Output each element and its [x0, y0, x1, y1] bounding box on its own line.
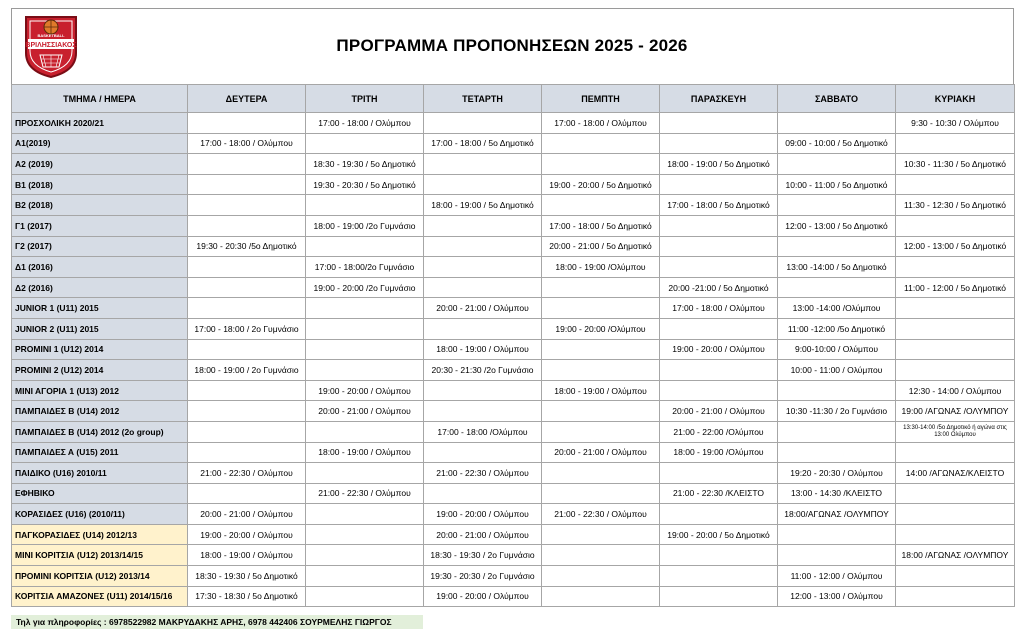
schedule-slot-cell: [188, 401, 306, 422]
schedule-slot-cell: [778, 113, 896, 134]
schedule-slot-cell: [306, 524, 424, 545]
page-title: ΠΡΟΓΡΑΜΜΑ ΠΡΟΠΟΝΗΣΕΩΝ 2025 - 2026: [336, 36, 688, 55]
schedule-slot-cell: 20:00 - 21:00 / Ολύμπου: [660, 401, 778, 422]
table-row: [12, 566, 1015, 587]
schedule-slot-cell: 10:30 - 11:30 / 5ο Δημοτικό: [896, 154, 1015, 175]
schedule-slot-cell: [660, 380, 778, 401]
schedule-slot-cell: [542, 566, 660, 587]
schedule-slot-cell: [306, 360, 424, 381]
schedule-slot-cell: 19:00 - 20:00 / Ολύμπου: [424, 504, 542, 525]
schedule-slot-cell: 17:00 - 18:00 / Ολύμπου: [660, 298, 778, 319]
schedule-slot-cell: [896, 566, 1015, 587]
schedule-slot-cell: [424, 401, 542, 422]
schedule-slot-cell: [542, 339, 660, 360]
schedule-slot-cell: [306, 298, 424, 319]
schedule-slot-cell: 11:00 - 12:00 / Ολύμπου: [778, 566, 896, 587]
table-row: [12, 174, 1015, 195]
table-row: [12, 483, 1015, 504]
schedule-slot-cell: 19:00 - 20:00 / Ολύμπου: [660, 339, 778, 360]
schedule-slot-cell: 13:00 -14:00 / 5ο Δημοτικό: [778, 257, 896, 278]
schedule-slot-cell: [778, 442, 896, 463]
schedule-slot-cell: [424, 215, 542, 236]
column-header-day: ΠΑΡΑΣΚΕΥΗ: [660, 85, 778, 113]
schedule-slot-cell: 17:00 - 18:00 / 5ο Δημοτικό: [424, 133, 542, 154]
schedule-slot-cell: [660, 113, 778, 134]
schedule-slot-cell: 9:30 - 10:30 / Ολύμπου: [896, 113, 1015, 134]
schedule-slot-cell: [424, 318, 542, 339]
schedule-slot-cell: [306, 421, 424, 442]
schedule-slot-cell: [896, 318, 1015, 339]
schedule-slot-cell: [896, 257, 1015, 278]
team-name-cell: ΜΙΝΙ ΑΓΟΡΙΑ 1 (U13) 2012: [12, 380, 188, 401]
schedule-slot-cell: [778, 195, 896, 216]
schedule-slot-cell: [660, 566, 778, 587]
team-name-cell: PROMINI 2 (U12) 2014: [12, 360, 188, 381]
schedule-table: [11, 84, 1015, 607]
team-name-cell: PROMINI 1 (U12) 2014: [12, 339, 188, 360]
team-name-cell: Γ2 (2017): [12, 236, 188, 257]
schedule-slot-cell: 18:30 - 19:30 / 5ο Δημοτικό: [188, 566, 306, 587]
column-header-day: ΣΑΒΒΑΤΟ: [778, 85, 896, 113]
column-header-day: ΔΕΥΤΕΡΑ: [188, 85, 306, 113]
schedule-slot-cell: 13:00 -14:00 /Ολύμπου: [778, 298, 896, 319]
schedule-slot-cell: [424, 154, 542, 175]
team-name-cell: Δ1 (2016): [12, 257, 188, 278]
table-row: [12, 504, 1015, 525]
schedule-slot-cell: 11:00 - 12:00 / 5ο Δημοτικό: [896, 277, 1015, 298]
schedule-slot-cell: [660, 545, 778, 566]
schedule-slot-cell: 12:00 - 13:00 / 5ο Δημοτικό: [778, 215, 896, 236]
schedule-slot-cell: [306, 339, 424, 360]
schedule-slot-cell: 17:00 - 18:00 / 2ο Γυμνάσιο: [188, 318, 306, 339]
column-header-day: ΚΥΡΙΑΚΗ: [896, 85, 1015, 113]
schedule-slot-cell: [542, 421, 660, 442]
schedule-slot-cell: [542, 154, 660, 175]
schedule-slot-cell: [188, 277, 306, 298]
team-name-cell: ΠΑΙΔΙΚΟ (U16) 2010/11: [12, 463, 188, 484]
column-header-team: ΤΜΗΜΑ / ΗΜΕΡΑ: [12, 85, 188, 113]
schedule-slot-cell: [306, 195, 424, 216]
schedule-slot-cell: [306, 586, 424, 607]
schedule-slot-cell: [306, 504, 424, 525]
schedule-slot-cell: [896, 586, 1015, 607]
schedule-slot-cell: [542, 524, 660, 545]
team-name-cell: ΠΑΓΚΟΡΑΣΙΔΕΣ (U14) 2012/13: [12, 524, 188, 545]
schedule-slot-cell: [306, 545, 424, 566]
team-name-cell: ΠΡΟΜΙΝΙ ΚΟΡΙΤΣΙΑ (U12) 2013/14: [12, 566, 188, 587]
schedule-slot-cell: 12:30 - 14:00 / Ολύμπου: [896, 380, 1015, 401]
schedule-slot-cell: 19:30 - 20:30 / 5ο Δημοτικό: [306, 174, 424, 195]
schedule-slot-cell: [188, 339, 306, 360]
schedule-slot-cell: 21:00 - 22:30 / Ολύμπου: [306, 483, 424, 504]
schedule-slot-cell: [424, 113, 542, 134]
schedule-slot-cell: [778, 154, 896, 175]
schedule-slot-cell: 18:00 - 19:00 / Ολύμπου: [188, 545, 306, 566]
schedule-slot-cell: 20:00 - 21:00 / Ολύμπου: [188, 504, 306, 525]
schedule-slot-cell: 17:00 - 18:00 / Ολύμπου: [306, 113, 424, 134]
team-name-cell: Β2 (2018): [12, 195, 188, 216]
schedule-slot-cell: 13:30-14:00 /5ο Δημοτικό ή αγώνα στις 13:00 Ολύμπου: [896, 421, 1015, 442]
schedule-slot-cell: [424, 442, 542, 463]
schedule-slot-cell: [188, 215, 306, 236]
table-row: [12, 277, 1015, 298]
schedule-slot-cell: [660, 215, 778, 236]
schedule-slot-cell: 17:00 - 18:00/2ο Γυμνάσιο: [306, 257, 424, 278]
contact-footer: Τηλ για πληροφορίες : 6978522982 ΜΑΚΡΥΔΑΚΗΣ ΑΡΗΣ, 6978 442406 ΣΟΥΡΜΕΛΗΣ ΓΙΩΡΓΟΣ: [11, 615, 423, 629]
schedule-slot-cell: [424, 236, 542, 257]
schedule-slot-cell: 20:00 - 21:00 / Ολύμπου: [542, 442, 660, 463]
table-row: [12, 380, 1015, 401]
schedule-slot-cell: [306, 463, 424, 484]
schedule-slot-cell: 18:00 - 19:00 /2ο Γυμνάσιο: [306, 215, 424, 236]
team-name-cell: ΠΑΜΠΑΙΔΕΣ Β (U14) 2012 (2o group): [12, 421, 188, 442]
schedule-slot-cell: [778, 524, 896, 545]
schedule-slot-cell: [424, 277, 542, 298]
schedule-slot-cell: 14:00 /ΑΓΩΝΑΣ/ΚΛΕΙΣΤΟ: [896, 463, 1015, 484]
schedule-slot-cell: 17:00 - 18:00 /Ολύμπου: [424, 421, 542, 442]
schedule-slot-cell: 18:00 - 19:00 / 5ο Δημοτικό: [660, 154, 778, 175]
schedule-slot-cell: [424, 174, 542, 195]
table-header-row: [12, 85, 1015, 113]
schedule-slot-cell: 18:00 /ΑΓΩΝΑΣ /ΟΛΥΜΠΟΥ: [896, 545, 1015, 566]
table-row: [12, 318, 1015, 339]
schedule-slot-cell: 18:00/ΑΓΩΝΑΣ /ΟΛΥΜΠΟΥ: [778, 504, 896, 525]
schedule-slot-cell: 17:00 - 18:00 / Ολύμπου: [188, 133, 306, 154]
column-header-day: ΤΡΙΤΗ: [306, 85, 424, 113]
schedule-slot-cell: 19:00 - 20:00 / Ολύμπου: [188, 524, 306, 545]
schedule-slot-cell: 19:00 - 20:00 /Ολύμπου: [542, 318, 660, 339]
schedule-slot-cell: [542, 401, 660, 422]
schedule-slot-cell: 20:00 - 21:00 / Ολύμπου: [306, 401, 424, 422]
schedule-slot-cell: [896, 504, 1015, 525]
schedule-slot-cell: [896, 133, 1015, 154]
schedule-slot-cell: 19:00 /ΑΓΩΝΑΣ /ΟΛΥΜΠΟΥ: [896, 401, 1015, 422]
schedule-slot-cell: [896, 483, 1015, 504]
svg-text:BASKETBALL: BASKETBALL: [37, 33, 65, 38]
schedule-slot-cell: 12:00 - 13:00 / 5ο Δημοτικό: [896, 236, 1015, 257]
table-row: [12, 339, 1015, 360]
schedule-slot-cell: [188, 195, 306, 216]
schedule-slot-cell: [660, 236, 778, 257]
table-row: [12, 463, 1015, 484]
table-row: [12, 442, 1015, 463]
schedule-slot-cell: 19:30 - 20:30 /5ο Δημοτικό: [188, 236, 306, 257]
schedule-slot-cell: [542, 545, 660, 566]
schedule-slot-cell: 18:00 - 19:00 / Ολύμπου: [424, 339, 542, 360]
schedule-slot-cell: 11:00 -12:00 /5ο Δημοτικό: [778, 318, 896, 339]
schedule-slot-cell: 10:30 -11:30 / 2ο Γυμνάσιο: [778, 401, 896, 422]
schedule-slot-cell: [896, 174, 1015, 195]
schedule-slot-cell: 20:00 - 21:00 / Ολύμπου: [424, 524, 542, 545]
schedule-slot-cell: 18:30 - 19:30 / 2ο Γυμνάσιο: [424, 545, 542, 566]
team-name-cell: Δ2 (2016): [12, 277, 188, 298]
schedule-slot-cell: 18:00 - 19:00 / Ολύμπου: [542, 380, 660, 401]
table-row: [12, 215, 1015, 236]
team-name-cell: JUNIOR 2 (U11) 2015: [12, 318, 188, 339]
schedule-slot-cell: 18:00 - 19:00 /Ολύμπου: [660, 442, 778, 463]
schedule-slot-cell: 21:00 - 22:30 / Ολύμπου: [424, 463, 542, 484]
schedule-slot-cell: [542, 277, 660, 298]
svg-text:ΒΡΙΛΗΣΣΙΑΚΟΣ: ΒΡΙΛΗΣΣΙΑΚΟΣ: [25, 42, 77, 49]
schedule-slot-cell: 19:00 - 20:00 / Ολύμπου: [306, 380, 424, 401]
table-row: [12, 236, 1015, 257]
schedule-slot-cell: [542, 360, 660, 381]
schedule-slot-cell: [778, 545, 896, 566]
schedule-slot-cell: [778, 236, 896, 257]
schedule-slot-cell: [424, 257, 542, 278]
schedule-slot-cell: [188, 257, 306, 278]
table-row: [12, 257, 1015, 278]
schedule-slot-cell: [542, 195, 660, 216]
table-row: [12, 421, 1015, 442]
schedule-slot-cell: 19:00 - 20:00 / 5ο Δημοτικό: [542, 174, 660, 195]
schedule-slot-cell: [660, 586, 778, 607]
schedule-slot-cell: [896, 360, 1015, 381]
schedule-slot-cell: [778, 380, 896, 401]
schedule-slot-cell: 19:20 - 20:30 / Ολύμπου: [778, 463, 896, 484]
schedule-slot-cell: [896, 442, 1015, 463]
schedule-slot-cell: 19:00 - 20:00 /2ο Γυμνάσιο: [306, 277, 424, 298]
schedule-slot-cell: [660, 318, 778, 339]
schedule-slot-cell: [424, 380, 542, 401]
schedule-slot-cell: 18:00 - 19:00 /Ολύμπου: [542, 257, 660, 278]
schedule-slot-cell: 20:00 - 21:00 / Ολύμπου: [424, 298, 542, 319]
schedule-slot-cell: 09:00 - 10:00 / 5ο Δημοτικό: [778, 133, 896, 154]
schedule-slot-cell: 17:00 - 18:00 / 5ο Δημοτικό: [660, 195, 778, 216]
table-row: [12, 298, 1015, 319]
schedule-slot-cell: 10:00 - 11:00 / Ολύμπου: [778, 360, 896, 381]
table-row: [12, 545, 1015, 566]
team-name-cell: ΕΦΗΒΙΚΟ: [12, 483, 188, 504]
column-header-day: ΠΕΜΠΤΗ: [542, 85, 660, 113]
schedule-slot-cell: 10:00 - 11:00 / 5ο Δημοτικό: [778, 174, 896, 195]
table-row: [12, 401, 1015, 422]
schedule-slot-cell: 18:00 - 19:00 / Ολύμπου: [306, 442, 424, 463]
team-name-cell: ΠΑΜΠΑΙΔΕΣ Β (U14) 2012: [12, 401, 188, 422]
schedule-slot-cell: 19:00 - 20:00 / 5ο Δημοτικό: [660, 524, 778, 545]
team-name-cell: JUNIOR 1 (U11) 2015: [12, 298, 188, 319]
schedule-slot-cell: [660, 463, 778, 484]
schedule-slot-cell: 21:00 - 22:30 / Ολύμπου: [542, 504, 660, 525]
schedule-slot-cell: [660, 504, 778, 525]
schedule-slot-cell: 21:00 - 22:30 / Ολύμπου: [188, 463, 306, 484]
team-name-cell: Α1(2019): [12, 133, 188, 154]
schedule-slot-cell: [542, 586, 660, 607]
schedule-slot-cell: [542, 298, 660, 319]
schedule-slot-cell: 18:00 - 19:00 / 2ο Γυμνάσιο: [188, 360, 306, 381]
schedule-slot-cell: [542, 133, 660, 154]
schedule-slot-cell: [188, 442, 306, 463]
table-row: [12, 586, 1015, 607]
schedule-slot-cell: [188, 298, 306, 319]
schedule-slot-cell: [306, 318, 424, 339]
schedule-slot-cell: 20:30 - 21:30 /2ο Γυμνάσιο: [424, 360, 542, 381]
schedule-slot-cell: 11:30 - 12:30 / 5ο Δημοτικό: [896, 195, 1015, 216]
schedule-slot-cell: 21:00 - 22:30 /ΚΛΕΙΣΤΟ: [660, 483, 778, 504]
schedule-slot-cell: [896, 298, 1015, 319]
schedule-slot-cell: 17:30 - 18:30 / 5ο Δημοτικό: [188, 586, 306, 607]
team-name-cell: Α2 (2019): [12, 154, 188, 175]
team-name-cell: Β1 (2018): [12, 174, 188, 195]
table-row: [12, 154, 1015, 175]
schedule-slot-cell: [424, 483, 542, 504]
team-name-cell: ΠΡΟΣΧΟΛΙΚΗ 2020/21: [12, 113, 188, 134]
schedule-slot-cell: 20:00 -21:00 / 5ο Δημοτικό: [660, 277, 778, 298]
schedule-slot-cell: [306, 133, 424, 154]
team-name-cell: ΜΙΝΙ ΚΟΡΙΤΣΙΑ (U12) 2013/14/15: [12, 545, 188, 566]
schedule-slot-cell: [188, 174, 306, 195]
schedule-slot-cell: 18:30 - 19:30 / 5ο Δημοτικό: [306, 154, 424, 175]
table-row: [12, 524, 1015, 545]
schedule-slot-cell: [896, 339, 1015, 360]
schedule-slot-cell: 19:00 - 20:00 / Ολύμπου: [424, 586, 542, 607]
schedule-slot-cell: 9:00-10:00 / Ολύμπου: [778, 339, 896, 360]
team-name-cell: Γ1 (2017): [12, 215, 188, 236]
team-name-cell: ΚΟΡΙΤΣΙΑ ΑΜΑΖΟΝΕΣ (U11) 2014/15/16: [12, 586, 188, 607]
schedule-slot-cell: [778, 421, 896, 442]
schedule-slot-cell: [896, 215, 1015, 236]
team-name-cell: ΚΟΡΑΣΙΔΕΣ (U16) (2010/11): [12, 504, 188, 525]
schedule-slot-cell: 12:00 - 13:00 / Ολύμπου: [778, 586, 896, 607]
schedule-slot-cell: [188, 113, 306, 134]
schedule-slot-cell: [896, 524, 1015, 545]
table-row: [12, 195, 1015, 216]
schedule-slot-cell: [188, 154, 306, 175]
schedule-slot-cell: 17:00 - 18:00 / Ολύμπου: [542, 113, 660, 134]
schedule-slot-cell: [660, 360, 778, 381]
schedule-slot-cell: [778, 277, 896, 298]
schedule-slot-cell: [542, 483, 660, 504]
schedule-slot-cell: [660, 133, 778, 154]
table-row: [12, 113, 1015, 134]
schedule-slot-cell: [188, 421, 306, 442]
schedule-slot-cell: 20:00 - 21:00 / 5ο Δημοτικό: [542, 236, 660, 257]
schedule-slot-cell: [188, 380, 306, 401]
schedule-slot-cell: [306, 566, 424, 587]
schedule-slot-cell: [306, 236, 424, 257]
schedule-slot-cell: 21:00 - 22:00 /Ολύμπου: [660, 421, 778, 442]
schedule-slot-cell: 18:00 - 19:00 / 5ο Δημοτικό: [424, 195, 542, 216]
column-header-day: ΤΕΤΑΡΤΗ: [424, 85, 542, 113]
schedule-slot-cell: 13:00 - 14:30 /ΚΛΕΙΣΤΟ: [778, 483, 896, 504]
table-row: [12, 360, 1015, 381]
schedule-slot-cell: [660, 257, 778, 278]
schedule-slot-cell: [188, 483, 306, 504]
schedule-slot-cell: [542, 463, 660, 484]
schedule-slot-cell: 19:30 - 20:30 / 2ο Γυμνάσιο: [424, 566, 542, 587]
schedule-slot-cell: 17:00 - 18:00 / 5ο Δημοτικό: [542, 215, 660, 236]
table-row: [12, 133, 1015, 154]
schedule-slot-cell: [660, 174, 778, 195]
team-name-cell: ΠΑΜΠΑΙΔΕΣ Α (U15) 2011: [12, 442, 188, 463]
